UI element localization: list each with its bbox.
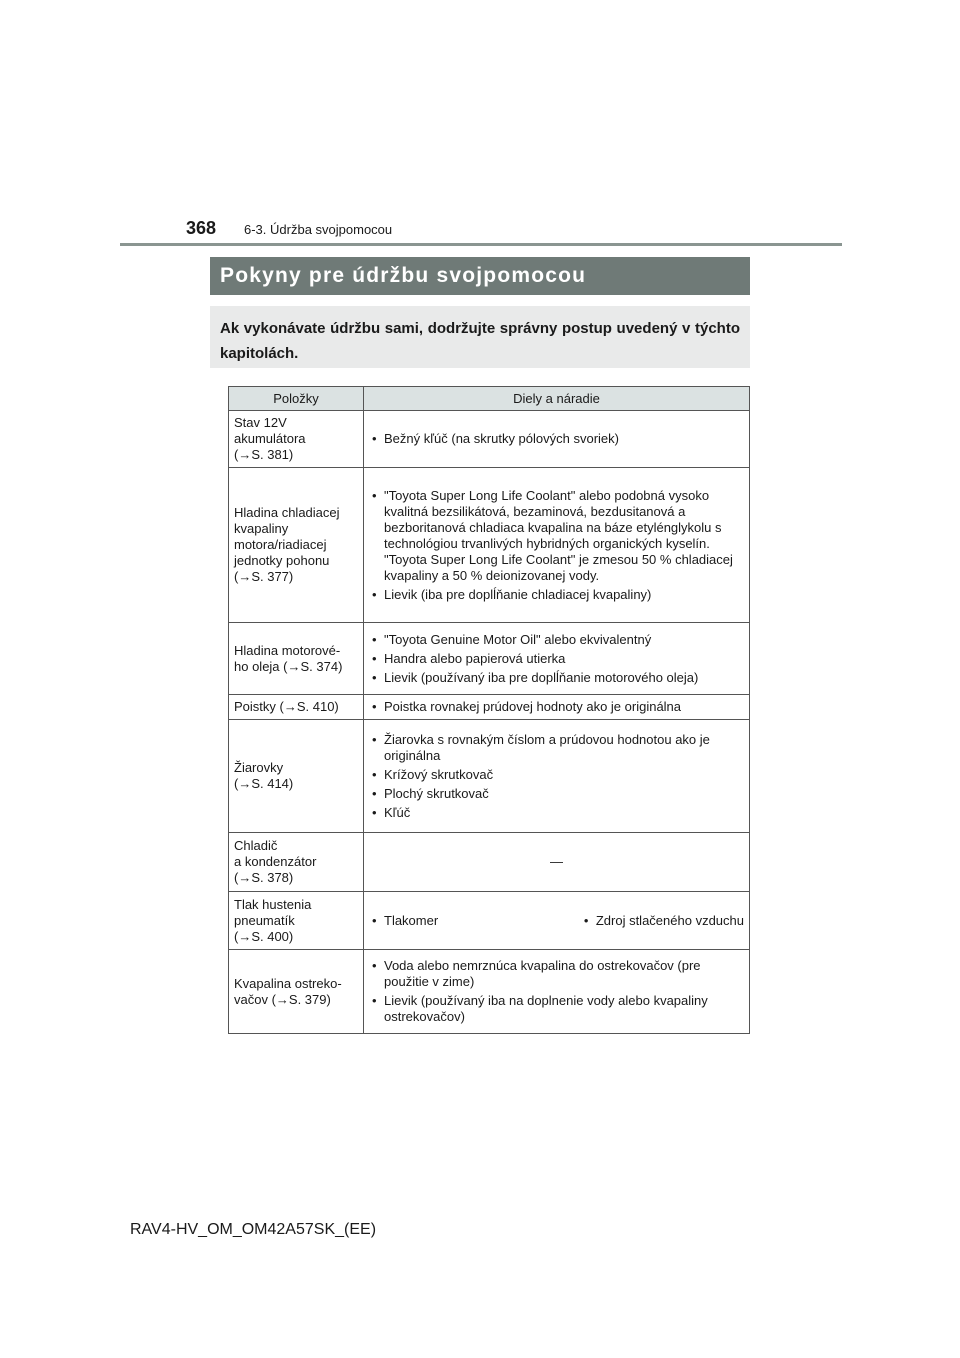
item-cell — [229, 468, 364, 623]
item-cell — [229, 695, 364, 720]
list-item: • Voda alebo nemrznúca kvapalina do ostrekovačov (pre použitie v zime) — [369, 958, 744, 990]
table-row — [229, 892, 750, 950]
table-row — [229, 623, 750, 695]
parts-cell — [364, 411, 750, 468]
parts-cell — [364, 720, 750, 833]
document-code: RAV4-HV_OM_OM42A57SK_(EE) — [130, 1221, 377, 1238]
list-item: • Kľúč — [369, 805, 744, 821]
table-row — [229, 411, 750, 468]
parts-cell — [364, 833, 750, 892]
list-item: • Zdroj stlačeného vzduchu — [581, 913, 744, 929]
item-line: (→S. 400) — [234, 928, 294, 944]
list-item: • Lievik (používaný iba na doplnenie vody alebo kvapaliny ostrekovačov) — [369, 993, 744, 1025]
list-item: • Handra alebo papierová utierka — [369, 651, 744, 667]
parts-cell — [364, 468, 750, 623]
heading-bar — [210, 257, 750, 295]
list-item: • "Toyota Genuine Motor Oil" alebo ekvivalentný — [369, 632, 744, 648]
list-item: • Lievik (iba pre doplĺňanie chladiacej kvapaliny) — [369, 587, 744, 603]
empty-dash: — — [550, 854, 563, 869]
item-line: Hladina chladiacej — [234, 505, 340, 520]
item-cell — [229, 720, 364, 833]
list-item: • Žiarovka s rovnakým číslom a prúdovou hodnotou ako je originálna — [369, 732, 744, 764]
item-line: kvapaliny — [234, 521, 289, 536]
page-heading: Pokyny pre údržbu svojpomocou — [220, 264, 587, 287]
item-line: Žiarovky — [234, 760, 284, 775]
section-title: 6-3. Údržba svojpomocou — [244, 222, 393, 237]
item-line: Tlak hustenia — [234, 896, 312, 912]
item-line: motora/riadiacej — [234, 537, 327, 552]
item-line: jednotky pohonu — [234, 553, 330, 568]
item-line: (→S. 381) — [234, 447, 294, 462]
table-header-row — [229, 387, 750, 411]
item-line: akumulátora — [234, 431, 306, 446]
list-item: • Plochý skrutkovač — [369, 786, 744, 802]
intro-box: Ak vykonávate údržbu sami, dodržujte správny postup uvedený v týchto kapitolách. — [210, 306, 750, 368]
item-line: (→S. 414) — [234, 776, 294, 791]
item-line: Hladina motorové- — [234, 642, 341, 658]
list-item: • Tlakomer — [369, 913, 438, 929]
item-line: Poistky (→S. 410) — [234, 699, 339, 714]
table-row — [229, 695, 750, 720]
column-header-parts: Diely a náradie — [364, 387, 750, 411]
item-line: Stav 12V — [234, 415, 287, 430]
list-item: • Krížový skrutkovač — [369, 767, 744, 783]
page-number: 368 — [186, 218, 217, 238]
item-line: Kvapalina ostreko- — [234, 975, 342, 991]
item-line: (→S. 378) — [234, 870, 294, 885]
list-item: • Lievik (používaný iba pre doplĺňanie motorového oleja) — [369, 670, 744, 686]
item-cell — [229, 833, 364, 892]
item-cell — [229, 411, 364, 468]
item-line: (→S. 377) — [234, 569, 294, 584]
list-item: • Bežný kľúč (na skrutky pólových svoriek) — [369, 431, 744, 447]
list-item: • "Toyota Super Long Life Coolant" alebo podobná vysoko kvalitná bezsilikátová, bezaminová, bezdusitanová a bezboritanová chladiaca kvapalina na báze etylénglykolu s technológiou trvanlivých hybridných organických kyselín. "Toyota Super Long Life Coolant" je zmesou 50 % chladiacej kvapaliny a 50 % deionizovanej vody. — [369, 488, 744, 584]
parts-cell — [364, 950, 750, 1034]
table-row — [229, 950, 750, 1034]
table-row — [229, 468, 750, 623]
item-cell — [229, 950, 364, 1034]
table-row — [229, 833, 750, 892]
parts-cell — [364, 695, 750, 720]
parts-cell — [364, 892, 750, 950]
header-rule — [120, 243, 842, 246]
item-cell — [229, 623, 364, 695]
item-line: Chladič — [234, 838, 278, 853]
item-line: a kondenzátor — [234, 854, 317, 869]
column-header-items: Položky — [229, 387, 364, 411]
item-cell — [229, 892, 364, 950]
item-line: vačov (→S. 379) — [234, 991, 331, 1007]
parts-cell — [364, 623, 750, 695]
table-row — [229, 720, 750, 833]
item-line: ho oleja (→S. 374) — [234, 658, 343, 674]
list-item: • Poistka rovnakej prúdovej hodnoty ako je originálna — [369, 699, 744, 715]
item-line: pneumatík — [234, 912, 295, 928]
maintenance-table — [228, 386, 750, 1034]
